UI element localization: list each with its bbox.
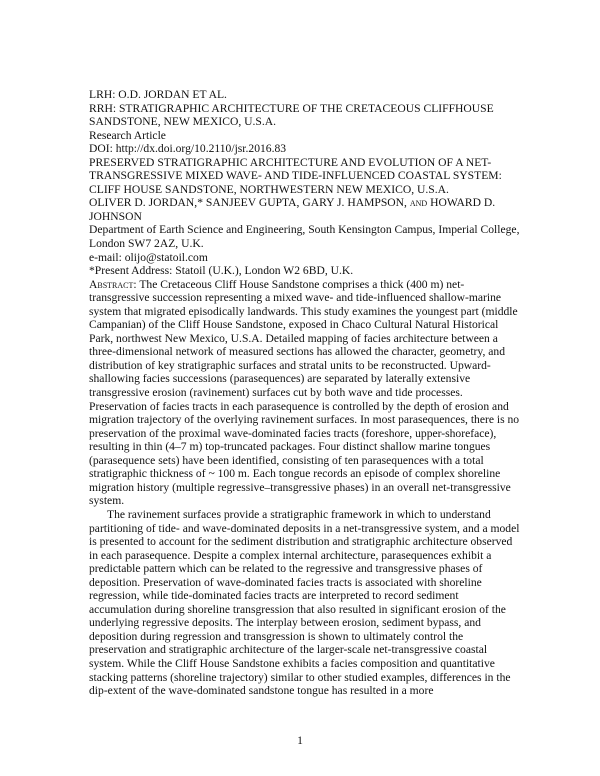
affiliation: Department of Earth Science and Engineering, South Kensington Campus, Imperial College, London SW7 2AZ, U.K. [89, 223, 520, 251]
doi-line: DOI: http://dx.doi.org/10.2110/jsr.2016.83 [89, 142, 287, 156]
right-running-head: RRH: STRATIGRAPHIC ARCHITECTURE OF THE CRETACEOUS CLIFFHOUSE SANDSTONE, NEW MEXICO, U.S.A. [89, 101, 494, 129]
abstract-paragraph-2: The ravinement surfaces provide a stratigraphic framework in which to understand partitioning of tide- and wave-dominated deposits in a net-transgressive system, and a model is presented to account for the sediment distribution and stratigraphic architecture observed in each parasequence. Despite a complex internal architecture, parasequences exhibit a predictable pattern which can be related to the regressive and transgressive phases of deposition. Preservation of wave-dominated facies tracts is associated with shoreline regression, while tide-dominated facies tracts are interpreted to record sediment accumulation during shoreline transgression that also resulted in significant erosion of the underlying regressive deposits. The interplay between erosion, sediment bypass, and deposition during regression and transgression is shown to ultimately control the preservation and stratigraphic architecture of the larger-scale net-transgressive coastal system. While the Cliff House Sandstone exhibits a facies composition and quantitative stacking patterns (shoreline trajectory) similar to other studied examples, differences in the dip-extent of the wave-dominated sandstone tongue has resulted in a more [89, 507, 520, 698]
author-list [89, 196, 521, 223]
authors-part1: OLIVER D. JORDAN,* SANJEEV GUPTA, GARY J. HAMPSON, [89, 196, 407, 210]
article-type: Research Article [89, 128, 166, 142]
page-number: 1 [297, 734, 303, 747]
manuscript-page [89, 88, 521, 698]
article-title: PRESERVED STRATIGRAPHIC ARCHITECTURE AND EVOLUTION OF A NET-TRANSGRESSIVE MIXED WAVE- AND TIDE-INFLUENCED COASTAL SYSTEM: CLIFF HOUSE SANDSTONE, NORTHWESTERN NEW MEXICO, U.S.A. [89, 155, 502, 196]
authors-and: and [409, 196, 428, 210]
left-running-head: LRH: O.D. JORDAN ET AL. [89, 88, 227, 101]
abstract-label: Abstract: [89, 277, 137, 291]
present-address: *Present Address: Statoil (U.K.), London W2 6BD, U.K. [89, 264, 354, 278]
authors-part2: HOWARD D. JOHNSON [89, 196, 496, 223]
abstract-text-1: The Cretaceous Cliff House Sandstone comprises a thick (400 m) net-transgressive succession representing a mixed wave- and tide-influenced shallow-marine system that migrated episodically landwards. This study examines the youngest part (middle Campanian) of the Cliff House Sandstone, exposed in Chaco Cultural Natural Historical Park, northwest New Mexico, U.S.A. Detailed mapping of facies architecture between a three-dimensional network of measured sections has allowed the character, geometry, and distribution of key stratigraphic surfaces and stratal units to be reconstructed. Upward-shallowing facies successions (parasequences) are separated by laterally extensive transgressive erosion (ravinement) surfaces cut by both wave and tide processes. Preservation of facies tracts in each parasequence is controlled by the depth of erosion and migration trajectory of the overlying ravinement surfaces. In most parasequences, there is no preservation of the proximal wave-dominated facies tracts (foreshore, upper-shoreface), resulting in thin (4–7 m) top-truncated packages. Four distinct shallow marine tongues (parasequence sets) have been identified, consisting of ten parasequences with a total stratigraphic thickness of ~ 100 m. Each tongue records an episode of complex shoreline migration history (multiple regressive–transgressive phases) in an overall net-transgressive system. [89, 277, 520, 508]
email-line: e-mail: olijo@statoil.com [89, 250, 208, 264]
abstract-paragraph-1 [89, 278, 521, 508]
